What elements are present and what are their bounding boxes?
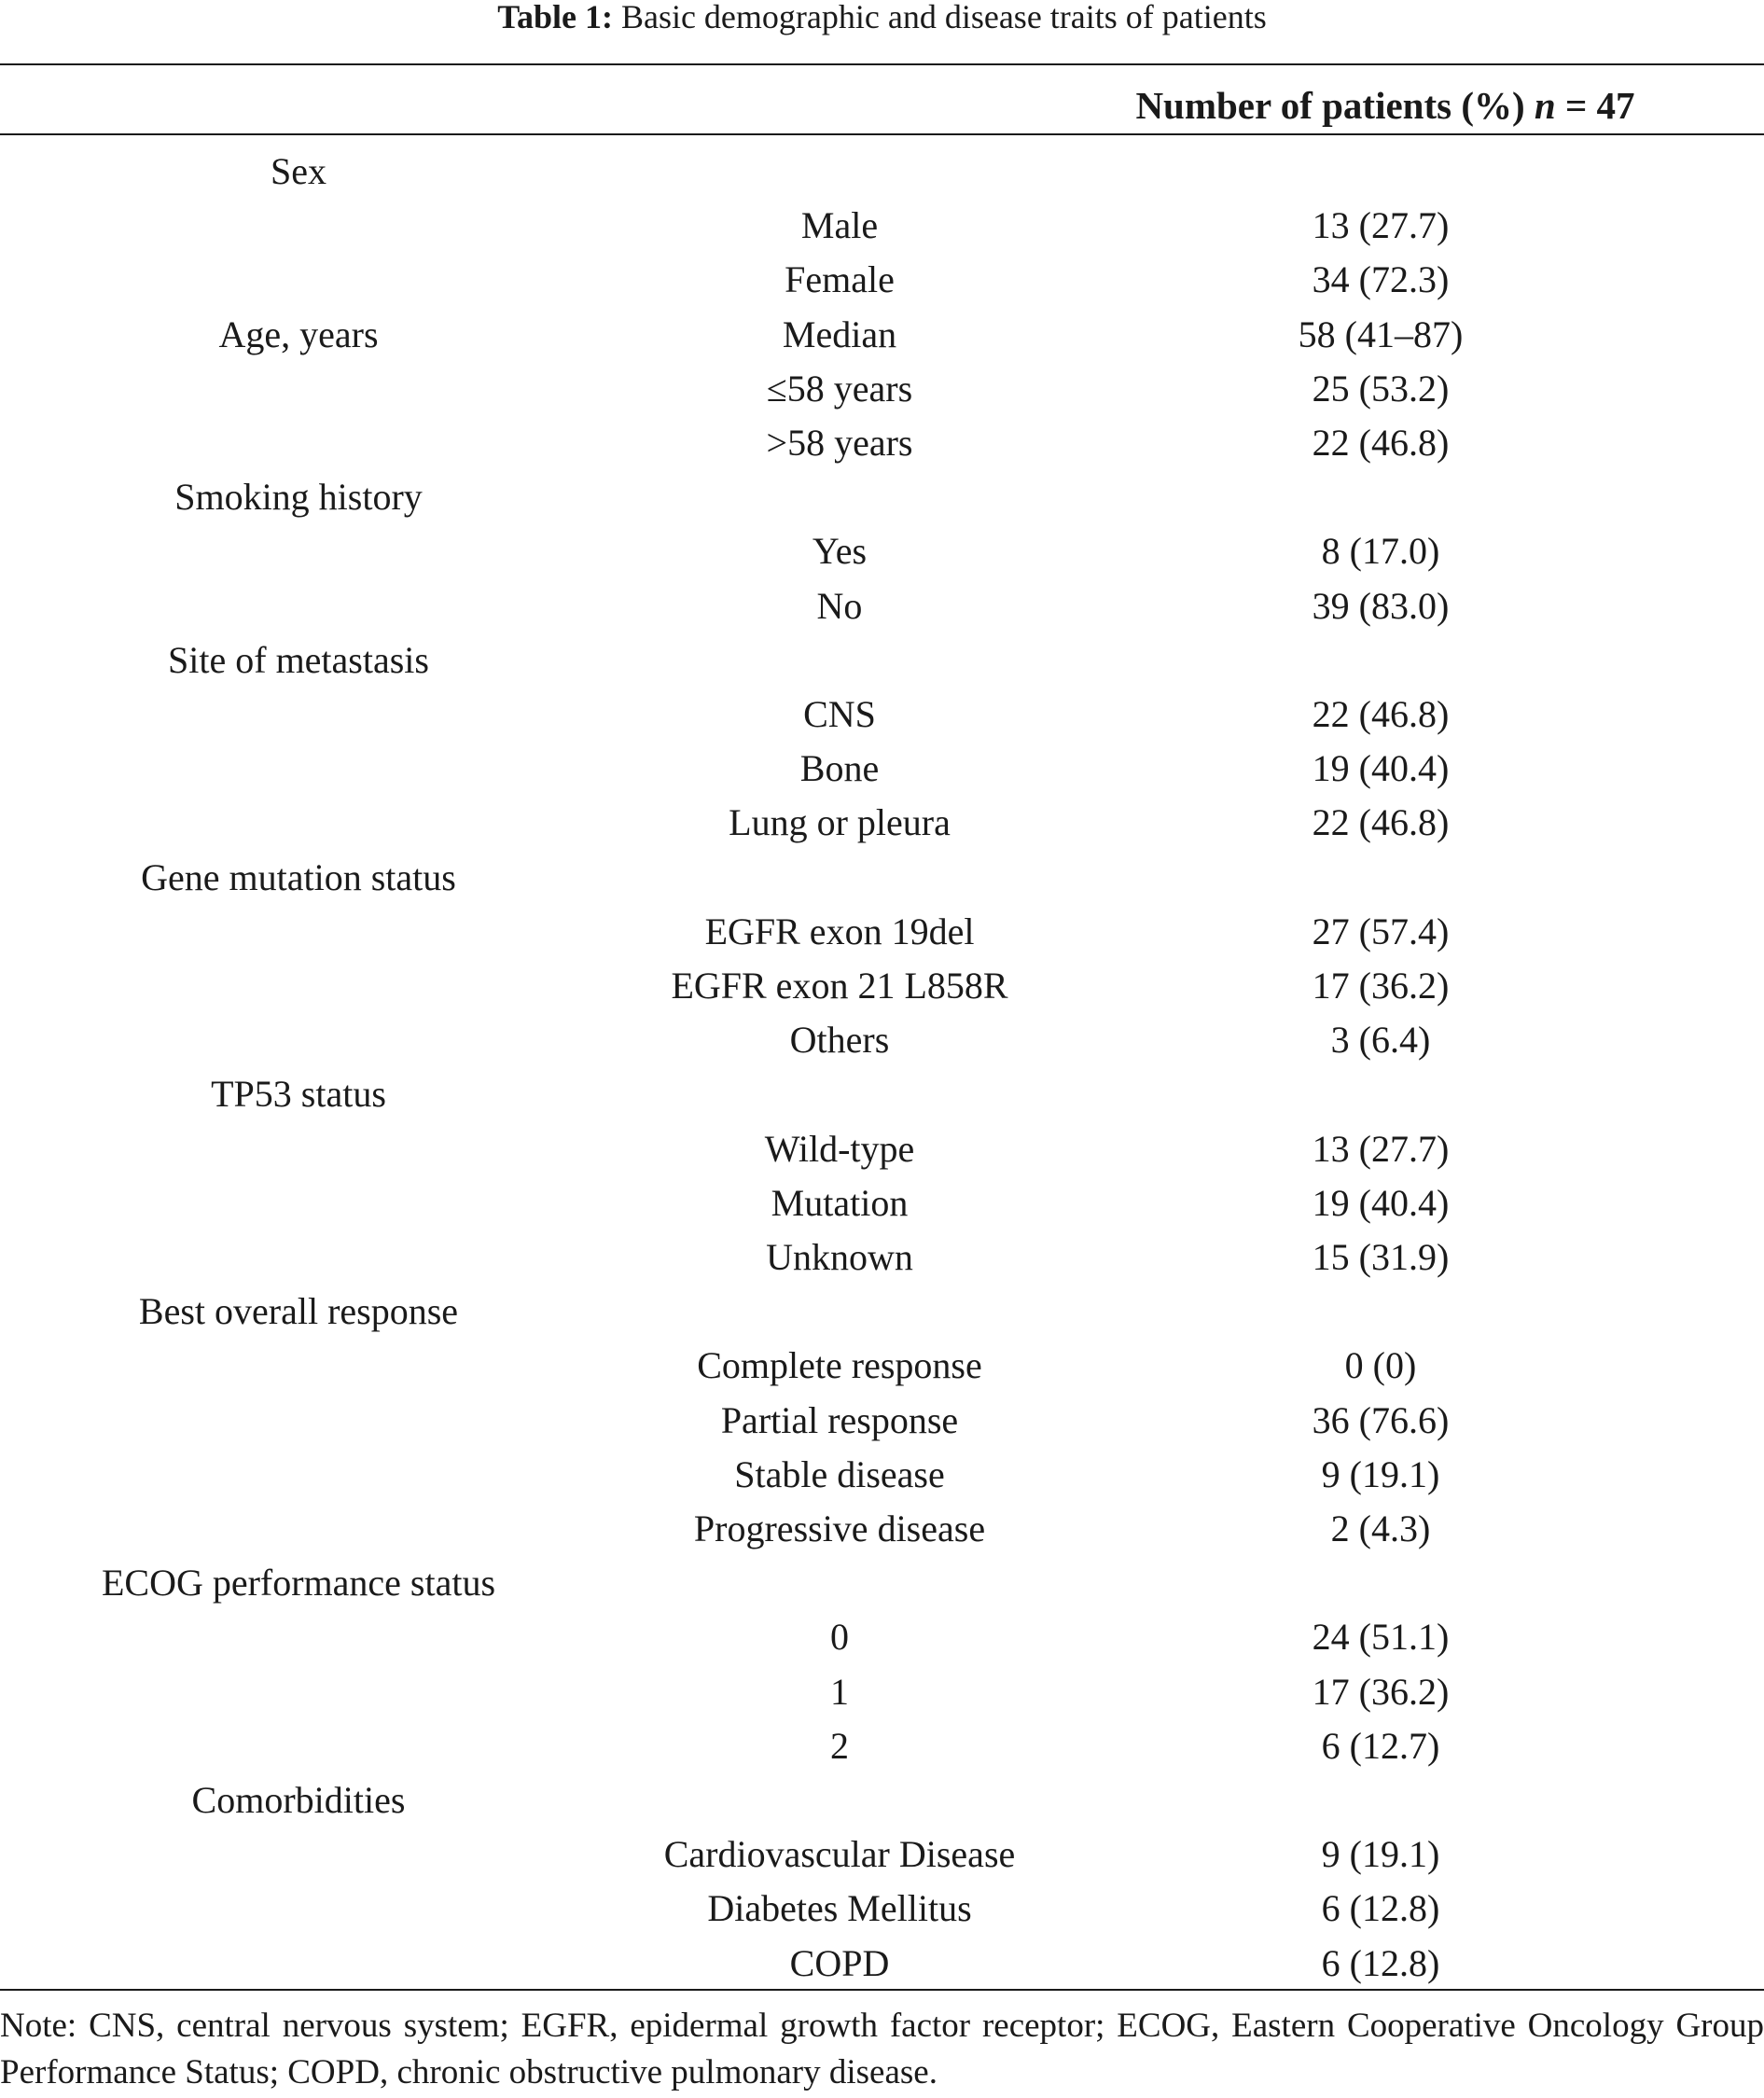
row-value: 19 (40.4)	[1312, 1181, 1450, 1224]
table-row	[0, 308, 1764, 362]
row-category: ECOG performance status	[101, 1562, 496, 1605]
table-row	[0, 1176, 1764, 1230]
row-category: Sex	[271, 150, 326, 192]
row-item: 0	[830, 1616, 849, 1659]
column-header-n-symbol: n	[1534, 84, 1556, 127]
table-caption	[0, 0, 1764, 34]
row-value: 2 (4.3)	[1330, 1508, 1431, 1549]
table-row	[0, 470, 1764, 524]
table-row	[0, 688, 1764, 742]
row-category: Gene mutation status	[141, 855, 456, 898]
row-item: Partial response	[720, 1398, 959, 1441]
row-category: Site of metastasis	[168, 638, 429, 681]
row-value: 24 (51.1)	[1312, 1616, 1450, 1659]
row-value: 6 (12.8)	[1321, 1887, 1440, 1930]
column-header-label: Number of patients (%)	[1135, 84, 1525, 127]
row-item: Stable disease	[734, 1452, 945, 1495]
row-value: 6 (12.7)	[1321, 1724, 1440, 1767]
table-row	[0, 1502, 1764, 1556]
table-row	[0, 1122, 1764, 1176]
bottom-rule	[0, 1989, 1764, 1991]
row-item: No	[816, 584, 863, 627]
table-row	[0, 959, 1764, 1013]
row-category: Smoking history	[174, 476, 423, 519]
table-row	[0, 1882, 1764, 1936]
row-item: Progressive disease	[693, 1508, 986, 1549]
table-row	[0, 1827, 1764, 1882]
row-item: Lung or pleura	[729, 801, 951, 844]
table-footnote: Note: CNS, central nervous system; EGFR, epidermal growth factor receptor; ECOG, Eastern Cooperative Oncology Group Performance Status; COPD, chronic obstructive pulmonary disease.	[0, 2007, 1764, 2091]
row-item: 1	[830, 1670, 849, 1713]
table-caption-text: Basic demographic and disease traits of patients	[620, 0, 1267, 35]
table-row	[0, 1448, 1764, 1502]
table-row	[0, 416, 1764, 470]
row-item: Mutation	[771, 1181, 909, 1224]
row-item: 2	[830, 1724, 849, 1767]
row-value: 9 (19.1)	[1321, 1833, 1440, 1876]
column-header-patients	[1091, 82, 1679, 129]
top-rule	[0, 63, 1764, 65]
table-row	[0, 1394, 1764, 1448]
row-item: Median	[782, 313, 897, 355]
row-value: 36 (76.6)	[1312, 1398, 1450, 1441]
row-value: 0 (0)	[1344, 1344, 1417, 1387]
row-item: CNS	[803, 693, 876, 735]
row-item: EGFR exon 21 L858R	[671, 965, 1008, 1007]
row-value: 3 (6.4)	[1330, 1019, 1431, 1062]
table-row	[0, 1067, 1764, 1121]
row-item: Diabetes Mellitus	[707, 1887, 972, 1930]
row-value: 9 (19.1)	[1321, 1452, 1440, 1495]
table-row	[0, 199, 1764, 253]
row-item: Wild-type	[764, 1127, 915, 1170]
column-header-n-value: = 47	[1564, 84, 1635, 127]
table-row	[0, 851, 1764, 905]
row-item: Unknown	[766, 1236, 913, 1278]
row-item: COPD	[789, 1941, 890, 1984]
table-row	[0, 633, 1764, 688]
row-item: Yes	[812, 530, 868, 573]
row-item: EGFR exon 19del	[704, 910, 975, 952]
table-row	[0, 1719, 1764, 1773]
row-value: 22 (46.8)	[1312, 422, 1450, 464]
row-value: 6 (12.8)	[1321, 1941, 1440, 1984]
row-item: Complete response	[697, 1344, 982, 1387]
row-value: 17 (36.2)	[1312, 1670, 1450, 1713]
table-row	[0, 1773, 1764, 1827]
table-row	[0, 1937, 1764, 1991]
table-row	[0, 1230, 1764, 1285]
row-value: 13 (27.7)	[1312, 1127, 1450, 1170]
row-value: 22 (46.8)	[1312, 693, 1450, 735]
table-row	[0, 579, 1764, 633]
table-row	[0, 1285, 1764, 1339]
table-row	[0, 524, 1764, 578]
header-rule	[0, 133, 1764, 135]
table-row	[0, 905, 1764, 959]
row-item: Bone	[799, 747, 880, 790]
table-row	[0, 742, 1764, 796]
table-row	[0, 362, 1764, 416]
row-item: Cardiovascular Disease	[663, 1833, 1016, 1876]
table-row	[0, 1665, 1764, 1719]
row-item: ≤58 years	[766, 367, 913, 410]
table-header	[0, 73, 1764, 138]
table-row	[0, 1556, 1764, 1610]
table-row	[0, 796, 1764, 850]
row-item: Female	[785, 258, 895, 301]
table-row	[0, 1013, 1764, 1067]
row-item: Others	[789, 1019, 890, 1062]
row-value: 15 (31.9)	[1312, 1236, 1450, 1278]
row-value: 13 (27.7)	[1312, 204, 1450, 247]
row-value: 22 (46.8)	[1312, 801, 1450, 844]
row-category: Age, years	[218, 313, 379, 355]
row-value: 8 (17.0)	[1321, 530, 1440, 573]
row-item: >58 years	[766, 422, 913, 464]
row-value: 34 (72.3)	[1312, 258, 1450, 301]
row-value: 39 (83.0)	[1312, 584, 1450, 627]
table-row	[0, 145, 1764, 199]
row-value: 19 (40.4)	[1312, 747, 1450, 790]
row-value: 17 (36.2)	[1312, 965, 1450, 1007]
table-row	[0, 253, 1764, 307]
row-value: 25 (53.2)	[1312, 367, 1450, 410]
table-row	[0, 1339, 1764, 1393]
row-category: Comorbidities	[191, 1779, 406, 1821]
row-value: 27 (57.4)	[1312, 910, 1450, 952]
table-row	[0, 1610, 1764, 1664]
table-caption-label: Table 1:	[497, 0, 613, 35]
row-category: TP53 status	[211, 1073, 386, 1116]
row-value: 58 (41–87)	[1298, 313, 1464, 355]
row-category: Best overall response	[138, 1290, 459, 1333]
row-item: Male	[800, 204, 879, 247]
